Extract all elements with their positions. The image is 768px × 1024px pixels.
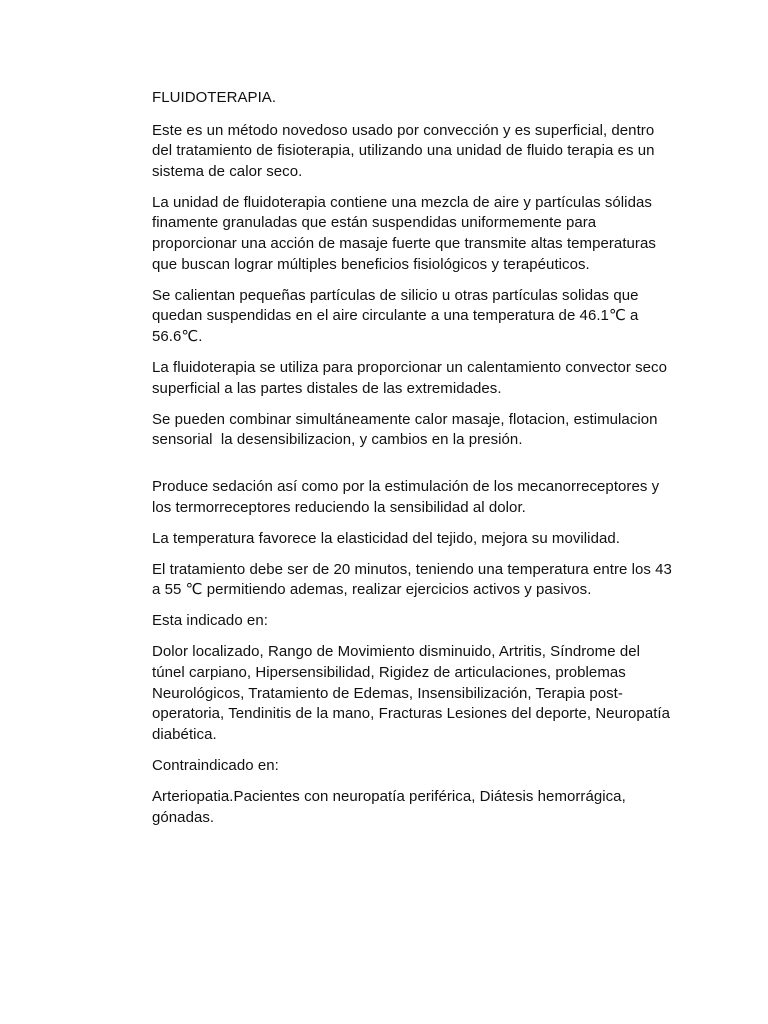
- contraindications-heading: Contraindicado en:: [152, 756, 279, 774]
- paragraph-unit-description: La unidad de fluidoterapia contiene una mezcla de aire y partículas sólidas finamente granuladas que están suspendidas uniformemente para proporcionar una acción de masaje fuerte que transmite altas temperaturas que buscan lograr múltiples beneficios fisiológicos y terapéuticos.: [152, 193, 661, 273]
- paragraph-particles-temperature: Se calientan pequeñas partículas de silicio u otras partículas solidas que quedan suspendidas en el aire circulante a una temperatura de 46.1℃ a 56.6℃.: [152, 286, 643, 345]
- document-title: FLUIDOTERAPIA.: [152, 89, 277, 106]
- indications-heading: Esta indicado en:: [152, 612, 268, 630]
- indications-list: Dolor localizado, Rango de Movimiento disminuido, Artritis, Síndrome del túnel carpiano, Hipersensibilidad, Rigidez de articulaciones, problemas Neurológicos, Tratamiento de Edemas, Insensibilización, Terapia post-operatoria, Tendinitis de la mano, Fracturas Lesiones del deporte, Neuropatía diabética.: [152, 643, 675, 743]
- paragraph-intro: Este es un método novedoso usado por convección y es superficial, dentro del tratamiento de fisioterapia, utilizando una unidad de fluido terapia es un sistema de calor seco.: [152, 121, 659, 180]
- paragraph-treatment-duration: El tratamiento debe ser de 20 minutos, teniendo una temperatura entre los 43 a 55 ℃ permitiendo ademas, realizar ejercicios activos y pasivos.: [152, 560, 677, 599]
- paragraph-combination: Se pueden combinar simultáneamente calor masaje, flotacion, estimulacion sensorial la desensibilizacion, y cambios en la presión.: [152, 410, 662, 449]
- contraindications-list: Arteriopatia.Pacientes con neuropatía periférica, Diátesis hemorrágica, gónadas.: [152, 788, 631, 826]
- paragraph-sedation: Produce sedación así como por la estimulación de los mecanorreceptores y los termorreceptores reduciendo la sensibilidad al dolor.: [152, 477, 664, 516]
- paragraph-elasticity: La temperatura favorece la elasticidad del tejido, mejora su movilidad.: [152, 529, 620, 547]
- document-page: [152, 88, 677, 839]
- paragraph-usage: La fluidoterapia se utiliza para proporcionar un calentamiento convector seco superficial a las partes distales de las extremidades.: [152, 359, 672, 397]
